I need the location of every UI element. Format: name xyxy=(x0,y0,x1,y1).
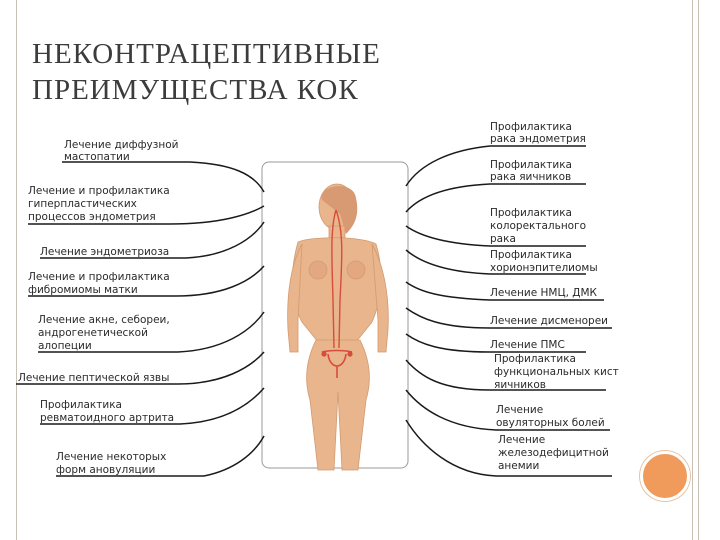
title-line-2: ПРЕИМУЩЕСТВА КОК xyxy=(32,74,359,106)
label-choriocarcinoma xyxy=(490,249,598,274)
ovary-left xyxy=(321,351,326,356)
label-rheumatoid-arthritis xyxy=(40,399,174,424)
label-line: анемии xyxy=(498,460,540,472)
ovary-right xyxy=(347,351,352,356)
label-line: Лечение некоторых xyxy=(56,451,167,463)
label-acne-alopecia xyxy=(38,314,173,352)
label-line: Лечение xyxy=(496,404,544,416)
label-line: Лечение акне, себореи, xyxy=(38,314,170,326)
label-line: колоректального xyxy=(490,220,587,232)
label-line: Профилактика xyxy=(490,207,572,219)
label-line: алопеции xyxy=(38,340,92,352)
label-line: Лечение эндометриоза xyxy=(40,246,170,258)
label-line: Профилактика xyxy=(494,353,576,365)
label-dysmenorrhea xyxy=(490,315,608,327)
label-line: фибромиомы матки xyxy=(28,284,138,296)
label-uterine-fibroids xyxy=(28,271,173,296)
label-line: ревматоидного артрита xyxy=(40,412,175,424)
label-line: рака xyxy=(490,233,516,245)
label-line: процессов эндометрия xyxy=(28,211,156,223)
label-peptic-ulcer xyxy=(18,372,169,384)
label-ovarian-cancer xyxy=(490,159,575,183)
label-line: Лечение пептической язвы xyxy=(18,372,170,384)
label-line: Профилактика xyxy=(40,399,122,411)
label-line: рака яичников xyxy=(490,171,572,183)
label-iron-deficiency-anemia xyxy=(498,434,612,472)
slide-accent-circle xyxy=(640,451,690,501)
label-line: Лечение xyxy=(498,434,546,446)
label-line: форм ановуляции xyxy=(56,464,156,476)
title-line-1: НЕКОНТРАЦЕПТИВНЫЕ xyxy=(32,38,381,70)
label-line: гиперпластических xyxy=(28,198,137,210)
label-line: Лечение ПМС xyxy=(490,339,565,351)
label-line: Профилактика xyxy=(490,121,572,133)
label-colorectal-cancer xyxy=(490,207,589,245)
label-line: яичников xyxy=(494,379,546,391)
label-line: Лечение дисменореи xyxy=(490,315,608,327)
label-line: Профилактика xyxy=(490,159,572,171)
label-line: Лечение и профилактика xyxy=(28,185,170,197)
label-line: андрогенетической xyxy=(38,327,148,339)
label-line: Лечение диффузной xyxy=(64,139,179,151)
label-endometrial-hyperplasia xyxy=(28,185,173,223)
label-diffuse-mastopathy xyxy=(64,139,182,163)
label-line: овуляторных болей xyxy=(496,417,605,429)
label-line: рака эндометрия xyxy=(490,133,586,145)
label-ovarian-cysts xyxy=(494,353,622,391)
label-line: функциональных кист xyxy=(494,366,619,378)
label-line: Лечение НМЦ, ДМК xyxy=(490,287,598,299)
label-line: хорионэпителиомы xyxy=(490,262,598,274)
label-anovulation xyxy=(56,451,170,476)
label-line: Лечение и профилактика xyxy=(28,271,170,283)
label-ovulatory-pain xyxy=(496,404,605,429)
label-pms xyxy=(490,339,565,351)
label-line: мастопатии xyxy=(64,151,130,163)
label-line: железодефицитной xyxy=(498,447,609,459)
label-line: Профилактика xyxy=(490,249,572,261)
label-endometrial-cancer xyxy=(490,121,586,145)
label-nmc-dmk xyxy=(490,287,598,299)
label-endometriosis xyxy=(40,246,169,258)
